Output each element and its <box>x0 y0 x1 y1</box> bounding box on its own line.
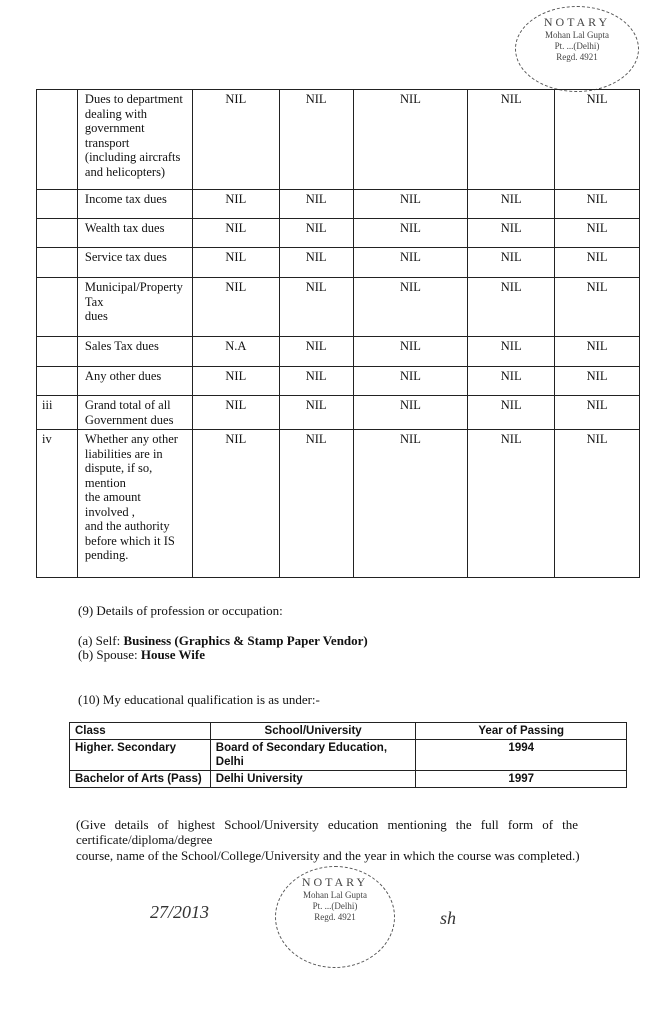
column-header-class: Class <box>70 723 211 740</box>
due-description: Income tax dues <box>77 190 192 219</box>
due-value: NIL <box>468 396 555 430</box>
due-value: NIL <box>468 219 555 248</box>
due-value: NIL <box>468 367 555 396</box>
section-9-heading: (9) Details of profession or occupation: <box>78 603 283 618</box>
cell-year: 1997 <box>416 771 627 788</box>
due-value: NIL <box>353 367 468 396</box>
cell-class: Bachelor of Arts (Pass) <box>70 771 211 788</box>
table-row <box>70 771 627 788</box>
due-value: NIL <box>353 248 468 278</box>
table-row <box>37 430 640 578</box>
spouse-label: (b) Spouse: <box>78 647 141 662</box>
due-value: NIL <box>279 278 353 337</box>
stamp-line: Regd. 4921 <box>314 912 356 922</box>
table-row <box>37 248 640 278</box>
self-label: (a) Self: <box>78 633 124 648</box>
due-value: NIL <box>192 367 279 396</box>
due-description: Wealth tax dues <box>77 219 192 248</box>
due-value: NIL <box>353 190 468 219</box>
due-value: NIL <box>192 430 279 578</box>
stamp-line: Mohan Lal Gupta <box>545 30 609 40</box>
due-value: NIL <box>279 248 353 278</box>
due-value: NIL <box>468 278 555 337</box>
due-value: NIL <box>353 278 468 337</box>
row-number: iv <box>37 430 78 578</box>
stamp-line: Regd. 4921 <box>556 52 598 62</box>
section-10-heading: (10) My educational qualification is as under:- <box>78 692 320 707</box>
stamp-line: Mohan Lal Gupta <box>303 890 367 900</box>
due-value: NIL <box>279 367 353 396</box>
cell-school: Board of Secondary Education, Delhi <box>210 740 416 771</box>
due-value: NIL <box>353 396 468 430</box>
table-row <box>37 337 640 367</box>
due-value: NIL <box>192 396 279 430</box>
stamp-line: Pt. ...(Delhi) <box>554 41 600 51</box>
row-number <box>37 90 78 190</box>
due-value: NIL <box>555 396 640 430</box>
note-line-1: (Give details of highest School/University education mentioning the full form of the <box>76 817 578 832</box>
table-row <box>37 367 640 396</box>
due-value: N.A <box>192 337 279 367</box>
table-row <box>37 396 640 430</box>
due-description: Dues to department dealing with government transport (including aircrafts and helicopters) <box>77 90 192 190</box>
due-value: NIL <box>279 190 353 219</box>
due-value: NIL <box>192 248 279 278</box>
due-value: NIL <box>555 337 640 367</box>
due-value: NIL <box>279 396 353 430</box>
due-value: NIL <box>468 430 555 578</box>
table-row <box>37 190 640 219</box>
due-value: NIL <box>468 190 555 219</box>
spouse-occupation <box>78 647 205 662</box>
cell-class: Higher. Secondary <box>70 740 211 771</box>
notary-stamp-top <box>515 6 639 92</box>
due-value: NIL <box>279 90 353 190</box>
due-value: NIL <box>192 278 279 337</box>
table-row <box>37 90 640 190</box>
due-value: NIL <box>555 278 640 337</box>
stamp-line: Pt. ...(Delhi) <box>312 901 358 911</box>
cell-school: Delhi University <box>210 771 416 788</box>
education-table <box>69 722 627 788</box>
row-number <box>37 219 78 248</box>
due-value: NIL <box>279 430 353 578</box>
due-value: NIL <box>279 219 353 248</box>
due-value: NIL <box>353 90 468 190</box>
self-occupation <box>78 633 368 648</box>
due-value: NIL <box>468 248 555 278</box>
spouse-value: House Wife <box>140 647 206 662</box>
due-description: Municipal/Property Tax dues <box>77 278 192 337</box>
due-description: Any other dues <box>77 367 192 396</box>
due-value: NIL <box>555 430 640 578</box>
column-header-year: Year of Passing <box>416 723 627 740</box>
due-value: NIL <box>353 430 468 578</box>
due-value: NIL <box>192 219 279 248</box>
due-value: NIL <box>555 367 640 396</box>
row-number <box>37 367 78 396</box>
due-description: Whether any other liabilities are in dispute, if so, mention the amount involved , and the authority before which it IS pending. <box>77 430 192 578</box>
row-number <box>37 248 78 278</box>
government-dues-table <box>36 89 640 578</box>
notary-stamp-bottom <box>275 866 395 968</box>
stamp-title: NOTARY <box>301 875 369 889</box>
due-value: NIL <box>468 337 555 367</box>
note-line-3: course, name of the School/College/University and the year in which the course was completed.) <box>76 848 580 863</box>
due-description: Service tax dues <box>77 248 192 278</box>
column-header-school: School/University <box>210 723 416 740</box>
due-value: NIL <box>192 90 279 190</box>
row-number <box>37 190 78 219</box>
due-description: Grand total of all Government dues <box>77 396 192 430</box>
signature-date: 27/2013 <box>150 902 210 922</box>
due-description: Sales Tax dues <box>77 337 192 367</box>
stamp-title: NOTARY <box>543 15 611 29</box>
row-number <box>37 337 78 367</box>
self-value: Business (Graphics & Stamp Paper Vendor) <box>123 633 368 648</box>
row-number: iii <box>37 396 78 430</box>
due-value: NIL <box>555 248 640 278</box>
table-row <box>37 219 640 248</box>
row-number <box>37 278 78 337</box>
due-value: NIL <box>555 90 640 190</box>
table-row <box>37 278 640 337</box>
due-value: NIL <box>353 337 468 367</box>
cell-year: 1994 <box>416 740 627 771</box>
table-row <box>70 740 627 771</box>
due-value: NIL <box>279 337 353 367</box>
due-value: NIL <box>555 190 640 219</box>
due-value: NIL <box>192 190 279 219</box>
due-value: NIL <box>468 90 555 190</box>
due-value: NIL <box>555 219 640 248</box>
note-line-2: certificate/diploma/degree <box>76 832 213 847</box>
due-value: NIL <box>353 219 468 248</box>
signature-initials: sh <box>440 908 457 928</box>
